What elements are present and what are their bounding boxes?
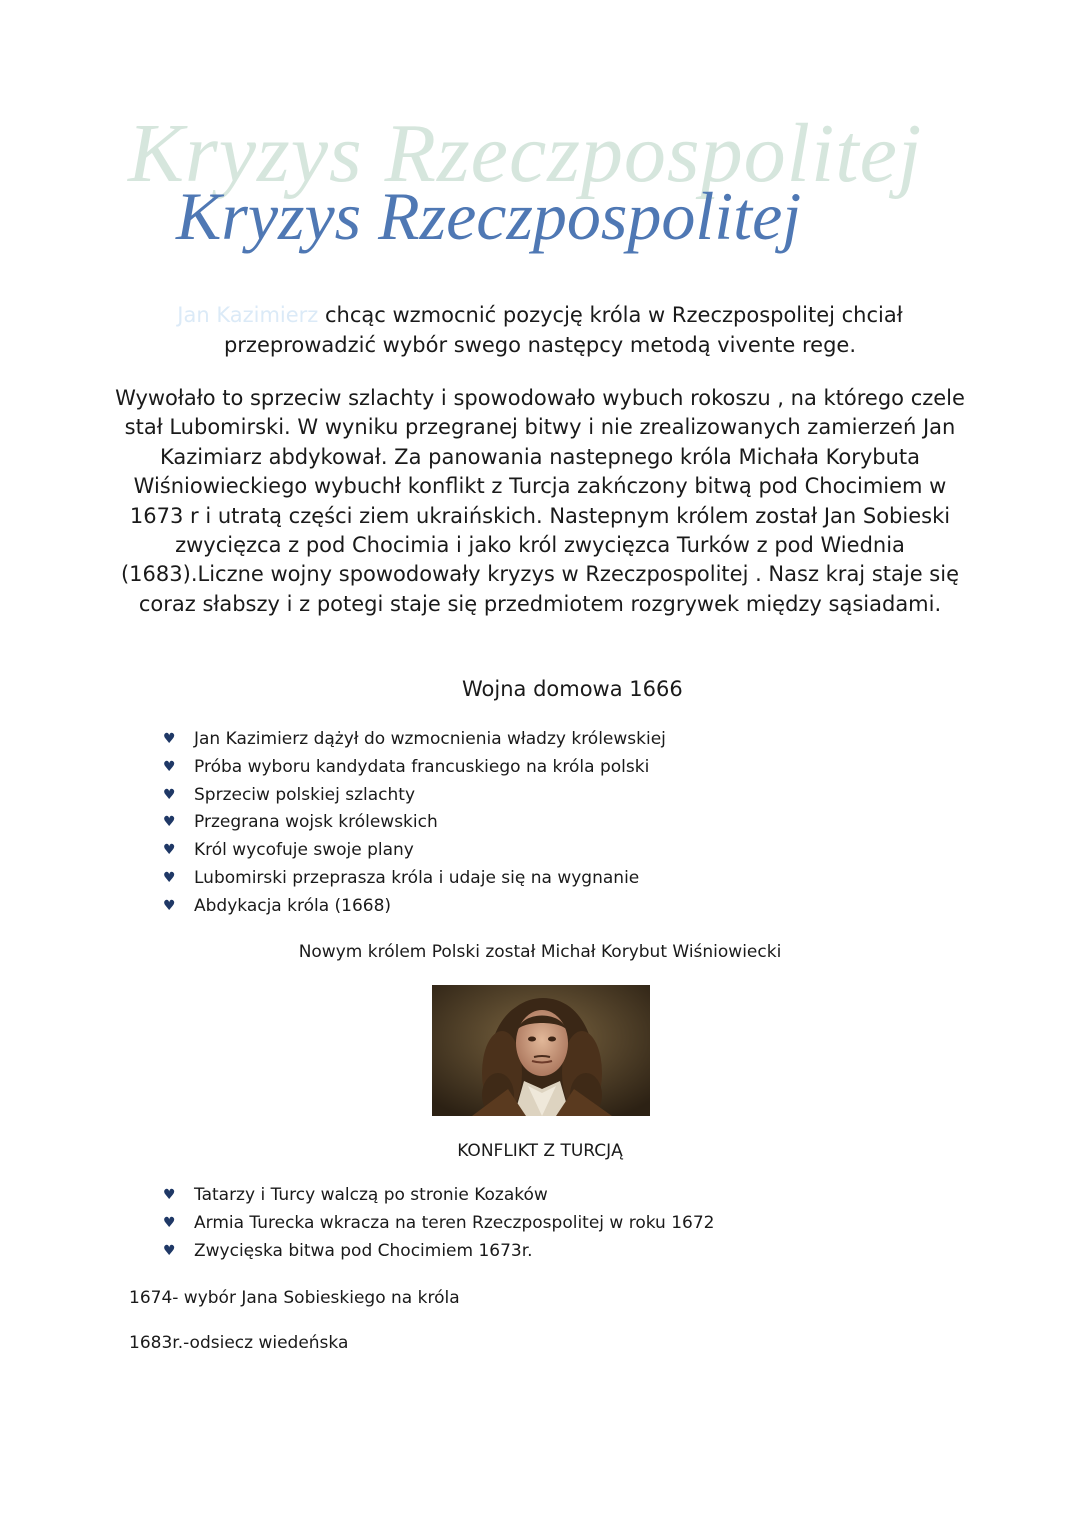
heart-icon: ♥	[163, 1242, 176, 1259]
list-item-text: Król wycofuje swoje plany	[194, 840, 414, 861]
timeline-entry: 1683r.-odsiecz wiedeńska	[129, 1333, 349, 1353]
list-item	[160, 726, 666, 754]
list-item-text: Lubomirski przeprasza króla i udaje się na wygnanie	[194, 867, 640, 888]
heart-icon: ♥	[163, 731, 176, 747]
intro-paragraph	[100, 300, 980, 360]
list-item-text: Sprzeciw polskiej szlachty	[194, 784, 416, 805]
title-watermark: Kryzys Rzeczpospolitej	[128, 107, 923, 200]
list-item	[160, 893, 666, 921]
list-item-text: Jan Kazimierz dążył do wzmocnienia władzy królewskiej	[194, 729, 666, 749]
civil-war-list	[160, 726, 666, 921]
heart-icon: ♥	[163, 897, 176, 914]
list-item	[160, 809, 666, 837]
list-item-text: Przegrana wojsk królewskich	[194, 812, 438, 833]
list-item-text: Armia Turecka wkracza na teren Rzeczpospolitej w roku 1672	[194, 1212, 715, 1233]
intro-text: chcąc wzmocnić pozycję króla w Rzeczpospolitej chciał przeprowadzić wybór swego następcy metodą vivente rege.	[223, 303, 903, 357]
heart-icon: ♥	[163, 1187, 176, 1203]
list-item	[160, 1182, 715, 1210]
body-paragraph: Wywołało to sprzeciw szlachty i spowodowało wybuch rokoszu , na którego czele stał Lubomirski. W wyniku przegranej bitwy i nie zrealizowanych zamierzeń Jan Kazimiarz abdykował. Za panowania nastepnego króla Michała Korybuta Wiśniowieckiego wybuchł konflikt z Turcja zakńczony bitwą pod Chocimiem w 1673 r i utratą części ziem ukraińskich. Nastepnym królem został Jan Sobieski zwycięzca z pod Chocimia i jako król zwycięzca Turków z pod Wiednia (1683).Liczne wojny spowodowały kryzys w Rzeczpospolitej . Nasz kraj staje się coraz słabszy i z potegi staje się przedmiotem rozgrywek między sąsiadami.	[115, 386, 965, 616]
intro-highlight-name: Jan Kazimierz	[177, 303, 319, 327]
turkey-conflict-list	[160, 1182, 715, 1265]
heart-icon: ♥	[163, 786, 176, 803]
page-title: Kryzys Rzeczpospolitej	[176, 178, 802, 254]
heart-icon: ♥	[163, 814, 176, 831]
list-item-text: Tatarzy i Turcy walczą po stronie Kozaków	[194, 1185, 548, 1205]
list-item	[160, 754, 666, 782]
list-item	[160, 782, 666, 810]
civil-war-heading: Wojna domowa 1666	[462, 677, 683, 701]
heart-icon: ♥	[163, 758, 176, 775]
list-item	[160, 1210, 715, 1238]
heart-icon: ♥	[163, 842, 176, 859]
king-portrait	[432, 985, 650, 1116]
list-item-text: Abdykacja króla (1668)	[194, 895, 392, 916]
heart-icon: ♥	[163, 869, 176, 886]
portrait-illustration	[432, 985, 650, 1116]
list-item-text: Zwycięska bitwa pod Chocimiem 1673r.	[194, 1240, 533, 1261]
list-item	[160, 1238, 715, 1266]
list-item	[160, 865, 666, 893]
timeline-entry: 1674- wybór Jana Sobieskiego na króla	[129, 1288, 460, 1308]
list-item	[160, 837, 666, 865]
new-king-caption: Nowym królem Polski został Michał Korybut Wiśniowiecki	[298, 942, 782, 962]
heart-icon: ♥	[163, 1214, 176, 1231]
list-item-text: Próba wyboru kandydata francuskiego na króla polski	[194, 756, 650, 777]
turkey-conflict-heading: KONFLIKT Z TURCJĄ	[457, 1141, 623, 1161]
